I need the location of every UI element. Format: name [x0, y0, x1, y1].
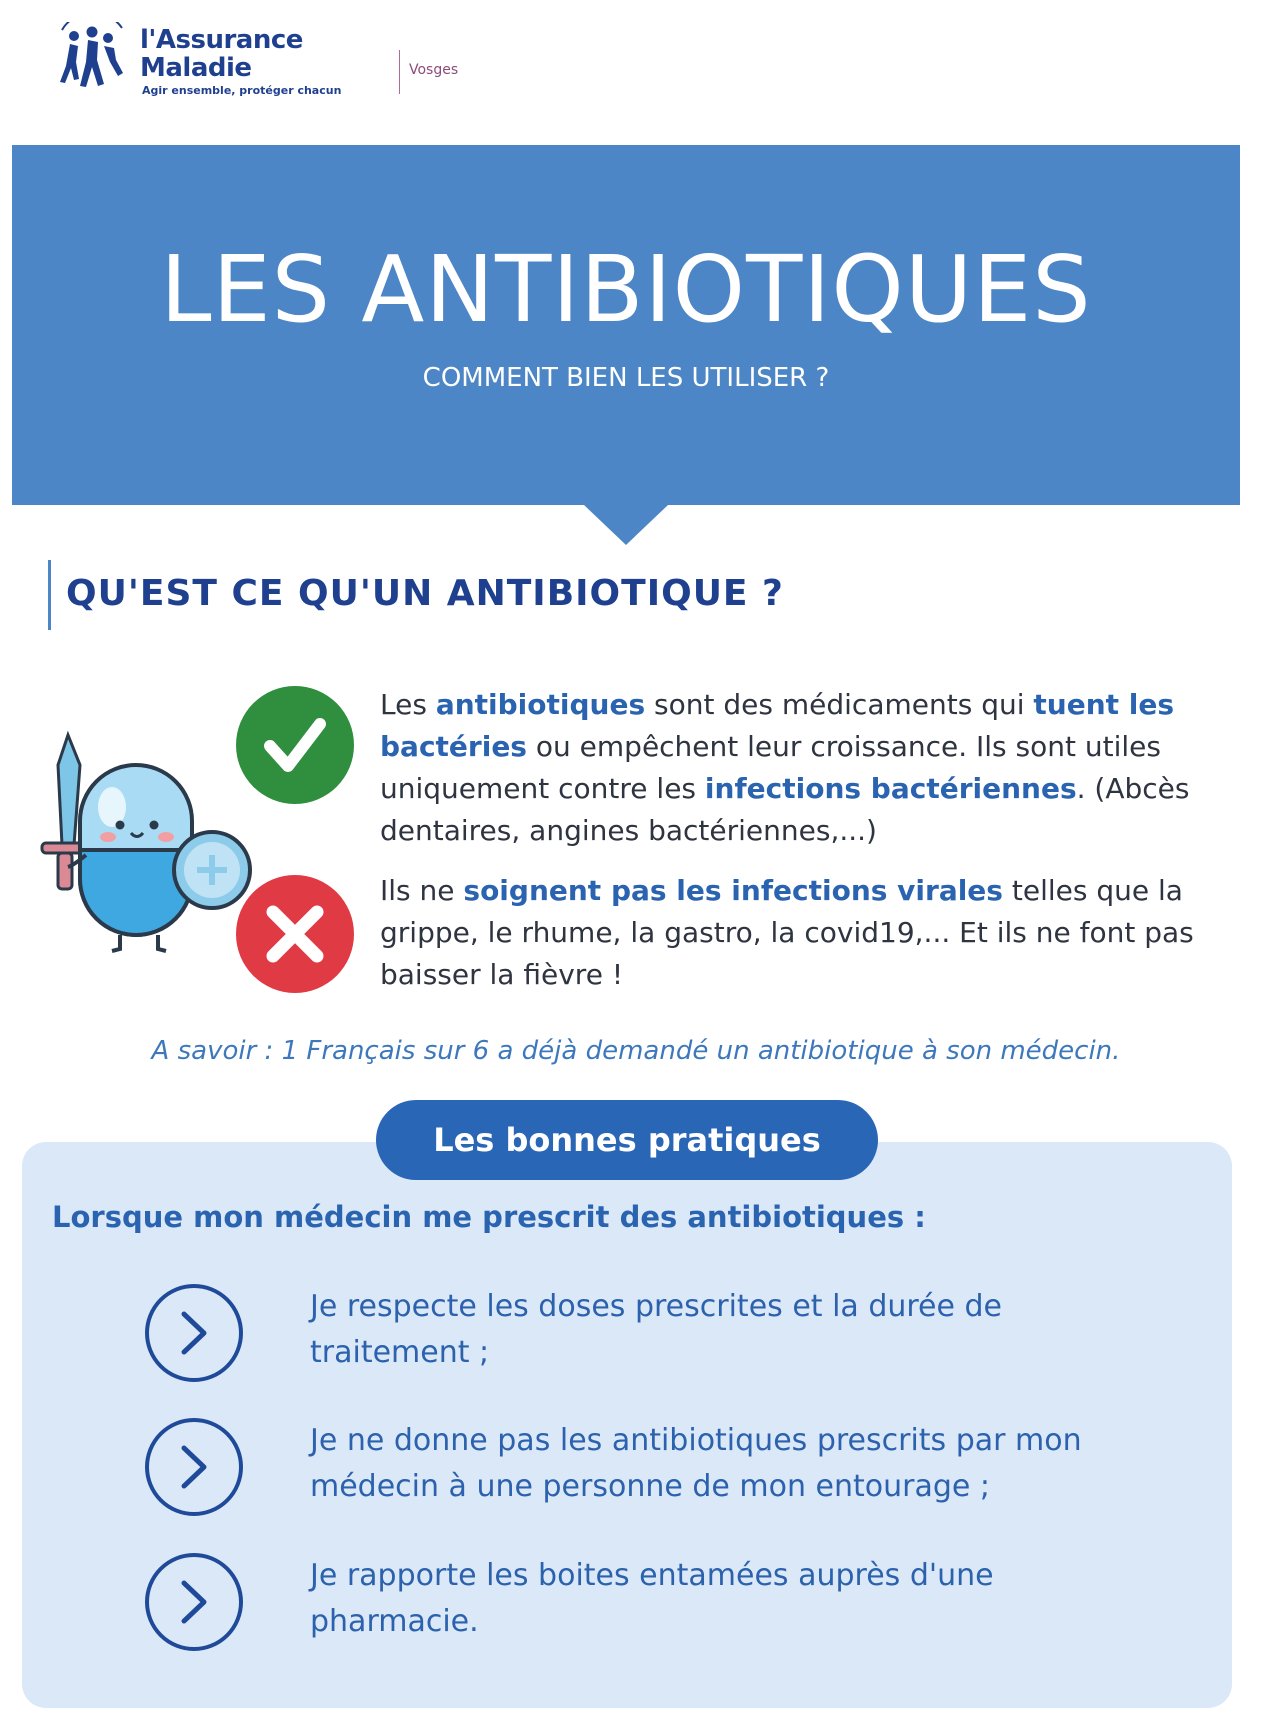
page-title: LES ANTIBIOTIQUES	[160, 236, 1092, 343]
practice-item	[145, 1553, 1145, 1653]
brand-logo	[52, 18, 459, 103]
pill-mascot-illustration	[28, 725, 258, 955]
practice-text: Je respecte les doses prescrites et la durée de traitement ;	[310, 1289, 1003, 1370]
practice-text: Je rapporte les boites entamées auprès d'une pharmacie.	[310, 1558, 994, 1639]
p2-text: Ils ne	[380, 874, 464, 907]
p1-text: . (Abcès dentaires, angines bactériennes,...)	[380, 772, 1190, 847]
practice-text: Je ne donne pas les antibiotiques prescrits par mon médecin à une personne de mon entourage ;	[310, 1423, 1082, 1504]
chevron-right-icon	[145, 1418, 243, 1516]
p1-highlight: infections bactériennes	[704, 772, 1077, 805]
chevron-right-icon	[145, 1553, 243, 1651]
brand-name	[140, 26, 303, 82]
practices-heading: Lorsque mon médecin me prescrit des antibiotiques :	[52, 1200, 926, 1234]
hero-banner	[12, 145, 1240, 505]
brand-tagline: Agir ensemble, protéger chacun	[142, 84, 342, 97]
checkmark-glyph	[260, 710, 330, 780]
brand-line1: l'Assurance	[140, 25, 303, 55]
antibiotics-definition	[380, 684, 1210, 852]
p2-highlight: soignent pas les infections virales	[463, 874, 1003, 907]
chevron-right-icon	[145, 1284, 243, 1382]
p1-text: Les	[380, 688, 436, 721]
practice-item	[145, 1418, 1145, 1518]
p1-text: sont des médicaments qui	[645, 688, 1034, 721]
p2-text: telles que la grippe, le rhume, la gastro, la covid19,... Et ils ne font pas baisser la fièvre !	[380, 874, 1194, 991]
antibiotics-limitations	[380, 870, 1220, 996]
section-accent-bar	[48, 560, 51, 630]
brand-line2: Maladie	[140, 53, 252, 83]
practices-pill-title: Les bonnes pratiques	[376, 1100, 878, 1180]
logo-divider	[399, 50, 400, 94]
section-title: QU'EST CE QU'UN ANTIBIOTIQUE ?	[66, 573, 784, 614]
region-label: Vosges	[409, 62, 459, 78]
cross-glyph	[263, 902, 327, 966]
p1-highlight: antibiotiques	[435, 688, 646, 721]
banner-pointer	[584, 505, 668, 545]
cross-icon	[236, 875, 354, 993]
page-subtitle: COMMENT BIEN LES UTILISER ?	[422, 363, 830, 393]
assurance-maladie-emblem-icon	[52, 22, 132, 94]
p1-text: ou empêchent leur croissance. Ils sont utiles uniquement contre les	[380, 730, 1161, 805]
practice-item	[145, 1284, 1145, 1384]
p1-highlight: tuent les bactéries	[380, 688, 1175, 763]
checkmark-icon	[236, 686, 354, 804]
fact-note: A savoir : 1 Français sur 6 a déjà demandé un antibiotique à son médecin.	[151, 1036, 1121, 1066]
